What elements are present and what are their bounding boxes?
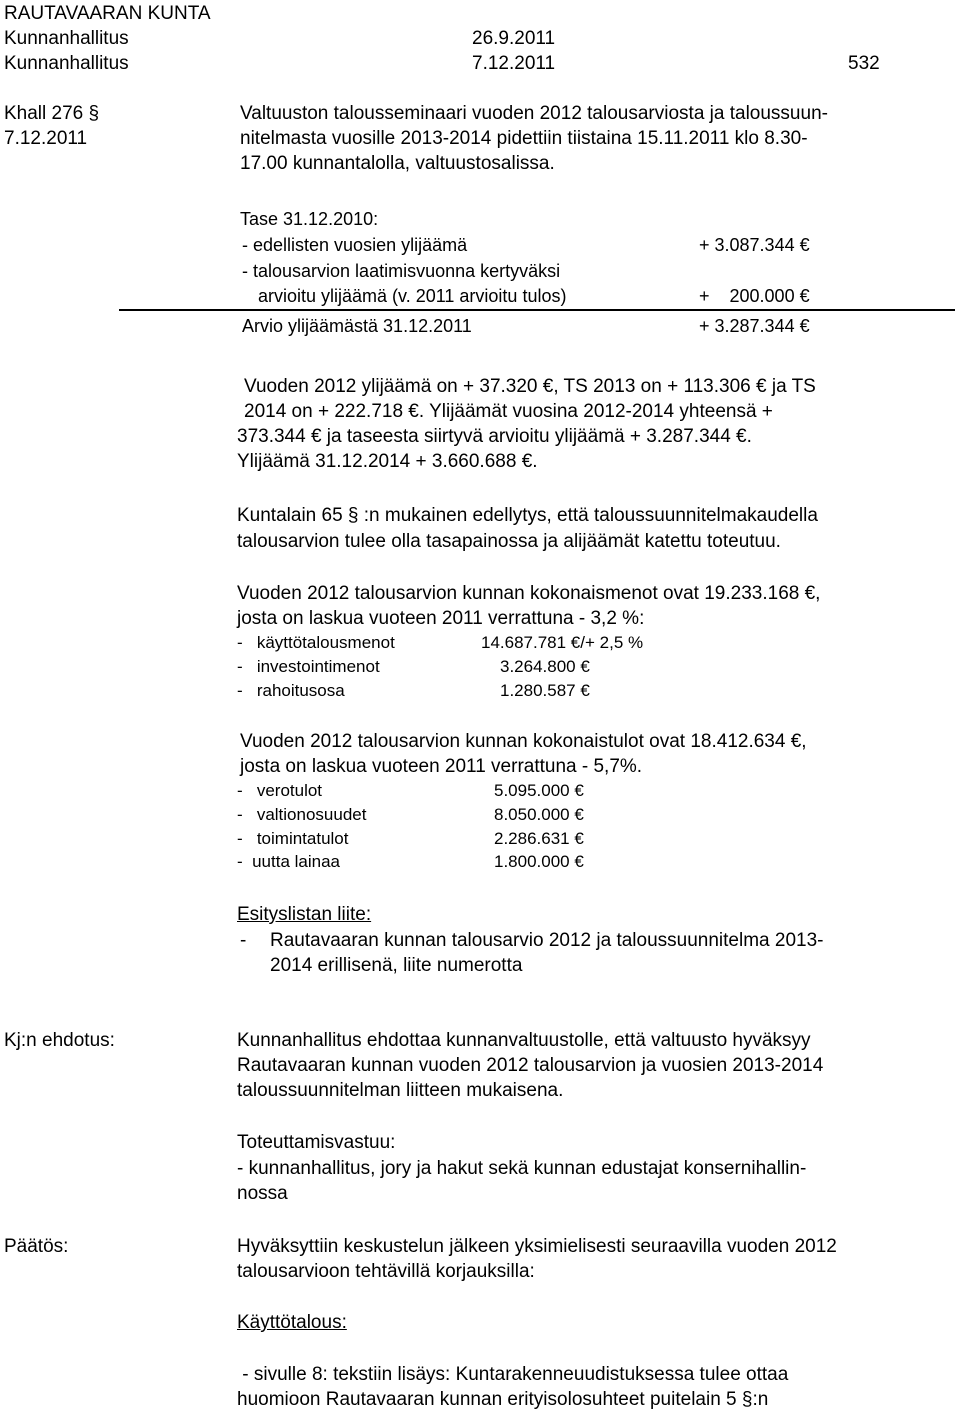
attachment-line-1: Rautavaaran kunnan talousarvio 2012 ja taloussuunnitelma 2013- <box>270 930 824 951</box>
item-reference: Khall 276 § <box>4 103 100 124</box>
proposal-label: Kj:n ehdotus: <box>4 1030 115 1051</box>
responsibility-line-2: nossa <box>237 1183 288 1204</box>
responsibility-heading: Toteuttamisvastuu: <box>237 1132 396 1153</box>
correction-line-1: - sivulle 8: tekstiin lisäys: Kuntarakenneuudistuksessa tulee ottaa <box>237 1364 789 1385</box>
proposal-line-3: taloussuunnitelman liitteen mukaisena. <box>237 1080 564 1101</box>
proposal-line-2: Rautavaaran kunnan vuoden 2012 talousarvion ja vuosien 2013-2014 <box>237 1055 824 1076</box>
revenues-line-1: Vuoden 2012 talousarvion kunnan kokonaistulot ovat 18.412.634 €, <box>240 731 807 752</box>
section-mark: § <box>88 103 100 124</box>
surplus-line-1: Vuoden 2012 ylijäämä on + 37.320 €, TS 2013 on + 113.306 € ja TS <box>244 376 816 397</box>
revenue-item-label: - uutta lainaa <box>237 852 341 871</box>
attachment-dash: - <box>240 930 247 951</box>
revenues-line-2: josta on laskua vuoteen 2011 verrattuna - 5,7%. <box>240 756 643 777</box>
balance-title: Tase 31.12.2010: <box>240 209 379 229</box>
balance-row-1-label: - edellisten vuosien ylijäämä <box>242 235 468 255</box>
balance-row-2-label-b: arvioitu ylijäämä (v. 2011 arvioitu tulos) <box>258 286 567 306</box>
item-date: 7.12.2011 <box>4 128 88 149</box>
revenue-item-value: 1.800.000 € <box>494 852 584 871</box>
revenue-item-value: 2.286.631 € <box>494 829 584 848</box>
expense-item-value: 1.280.587 € <box>500 681 590 700</box>
expense-item-label: - rahoitusosa <box>237 681 345 700</box>
responsibility-line-1: - kunnanhallitus, jory ja hakut sekä kunnan edustajat konsernihallin- <box>237 1158 807 1179</box>
balance-row-2-label-a: - talousarvion laatimisvuonna kertyväksi <box>242 261 561 281</box>
revenue-item-label: - verotulot <box>237 781 323 800</box>
expense-item-value: 3.264.800 € <box>500 657 590 676</box>
expenses-line-2: josta on laskua vuoteen 2011 verrattuna - 3,2 %: <box>237 608 645 629</box>
balance-total-label: Arvio ylijäämästä 31.12.2011 <box>242 316 472 336</box>
expense-item-label: - käyttötalousmenot <box>237 633 395 652</box>
meeting-body-2: Kunnanhallitus <box>4 53 129 74</box>
operating-economy-heading: Käyttötalous: <box>237 1312 347 1333</box>
page-number: 532 <box>848 53 880 74</box>
intro-line-1: Valtuuston talousseminaari vuoden 2012 talousarviosta ja taloussuun- <box>240 103 828 124</box>
revenue-item-label: - valtionosuudet <box>237 805 367 824</box>
meeting-body-1: Kunnanhallitus <box>4 28 129 49</box>
balance-total-value: + 3.287.344 € <box>699 316 810 336</box>
intro-line-2: nitelmasta vuosille 2013-2014 pidettiin tiistaina 15.11.2011 klo 8.30- <box>240 128 808 149</box>
law-line-2: talousarvion tulee olla tasapainossa ja alijäämät katettu toteutuu. <box>237 531 781 552</box>
balance-row-2-value: + 200.000 € <box>699 286 810 306</box>
decision-line-2: talousarvioon tehtävillä korjauksilla: <box>237 1261 535 1282</box>
attachments-heading: Esityslistan liite: <box>237 904 372 925</box>
expense-item-label: - investointimenot <box>237 657 380 676</box>
expense-item-value: 14.687.781 €/+ 2,5 % <box>481 633 644 652</box>
decision-label: Päätös: <box>4 1236 69 1257</box>
meeting-date-2: 7.12.2011 <box>472 53 556 74</box>
intro-line-3: 17.00 kunnantalolla, valtuustosalissa. <box>240 153 555 174</box>
surplus-line-4: Ylijäämä 31.12.2014 + 3.660.688 €. <box>237 451 538 472</box>
revenue-item-value: 5.095.000 € <box>494 781 584 800</box>
surplus-line-2: 2014 on + 222.718 €. Ylijäämät vuosina 2012-2014 yhteensä + <box>244 401 773 422</box>
law-line-1: Kuntalain 65 § :n mukainen edellytys, että taloussuunnitelmakaudella <box>237 505 818 526</box>
decision-line-1: Hyväksyttiin keskustelun jälkeen yksimielisesti seuraavilla vuoden 2012 <box>237 1236 837 1257</box>
expenses-line-1: Vuoden 2012 talousarvion kunnan kokonaismenot ovat 19.233.168 €, <box>237 583 821 604</box>
attachment-line-2: 2014 erillisenä, liite numerotta <box>270 955 523 976</box>
proposal-line-1: Kunnanhallitus ehdottaa kunnanvaltuustolle, että valtuusto hyväksyy <box>237 1030 811 1051</box>
organization-name: RAUTAVAARAN KUNTA <box>4 3 211 24</box>
correction-line-2: huomioon Rautavaaran kunnan erityisolosuhteet puitelain 5 §:n <box>237 1389 769 1410</box>
revenue-item-value: 8.050.000 € <box>494 805 584 824</box>
surplus-line-3: 373.344 € ja taseesta siirtyvä arvioitu ylijäämä + 3.287.344 €. <box>237 426 752 447</box>
meeting-date-1: 26.9.2011 <box>472 28 556 49</box>
balance-sum-rule <box>119 309 955 311</box>
revenue-item-label: - toimintatulot <box>237 829 349 848</box>
balance-row-1-value: + 3.087.344 € <box>699 235 810 255</box>
